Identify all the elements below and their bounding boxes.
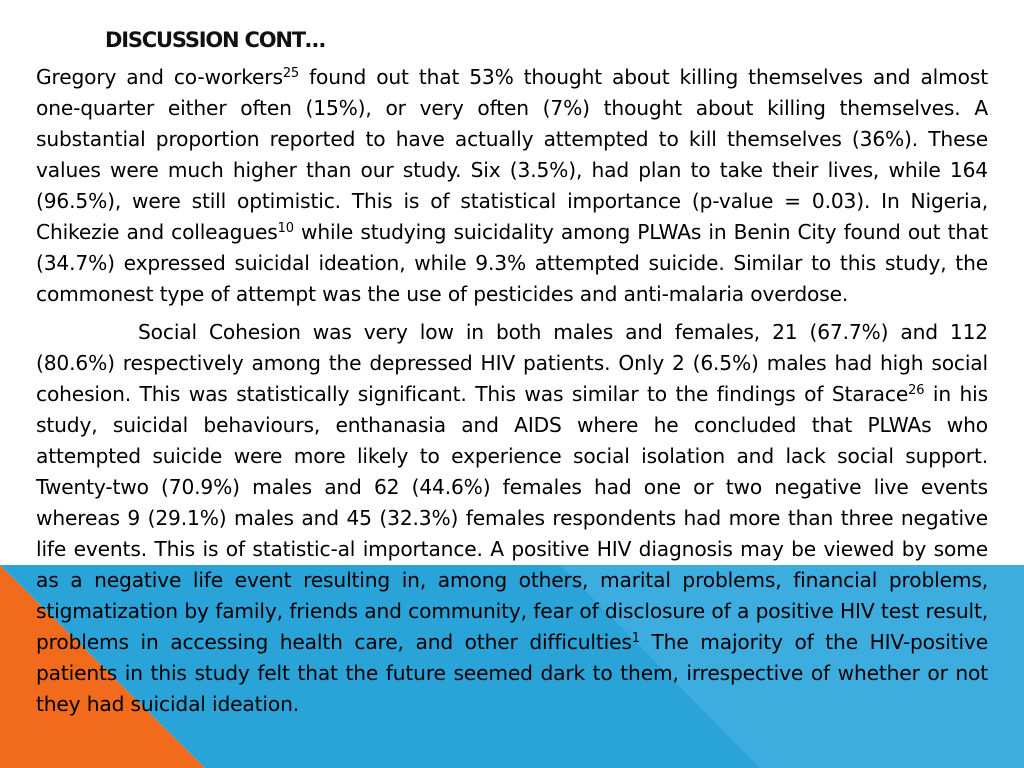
paragraph-2 — [36, 317, 988, 720]
paragraph-text: The majority of the HIV-positive patients in this study felt that the future seemed dark to them, irrespective of whether or not they had suicidal ideation. — [36, 630, 988, 716]
paragraph-text: while studying suicidality among PLWAs in Benin City found out that (34.7%) expressed suicidal ideation, while 9.3% attempted suicide. Similar to this study, the commonest type of attempt was the use of pesticides and anti-malaria overdose. — [36, 220, 988, 306]
paragraph-text: in his study, suicidal behaviours, enthanasia and AIDS where he concluded that PLWAs who attempted suicide were more likely to experience social isolation and lack social support. Twenty-two (70.9%) males and 62 (44.6%) females had one or two negative live events whereas 9 (29.1%) males and 45 (32.3%) females respondents had more than three negative life events. This is of statistic-al importance. A positive HIV diagnosis may be viewed by some as a negative life event resulting in, among others, marital problems, financial problems, stigmatization by family, friends and community, fear of disclosure of a positive HIV test result, problems in accessing health care, and other difficulties — [36, 382, 989, 654]
paragraph-1 — [36, 62, 988, 310]
citation-reference: 10 — [277, 221, 294, 236]
slide-title: DISCUSSION CONT… — [105, 28, 325, 52]
slide-body — [36, 62, 988, 720]
paragraph-text: Gregory and co-workers — [36, 65, 283, 89]
citation-reference: 1 — [631, 631, 640, 646]
paragraph-text: found out that 53% thought about killing themselves and almost one-quarter either often (15%), or very often (7%) thought about killing themselves. A substantial proportion reported to have actually attempted to kill themselves (36%). These values were much higher than our study. Six (3.5%), had plan to take their lives, while 164 (96.5%), were still optimistic. This is of statistical importance (p-value = 0.03). In Nigeria, Chikezie and colleagues — [36, 65, 988, 244]
citation-reference: 25 — [282, 66, 300, 81]
paragraph-text: Social Cohesion was very low in both males and females, 21 (67.7%) and 112 (80.6%) respectively among the depressed HIV patients. Only 2 (6.5%) males had high social cohesion. This was statistically significant. This was similar to the findings of Starace — [36, 320, 988, 406]
citation-reference: 26 — [908, 383, 925, 398]
